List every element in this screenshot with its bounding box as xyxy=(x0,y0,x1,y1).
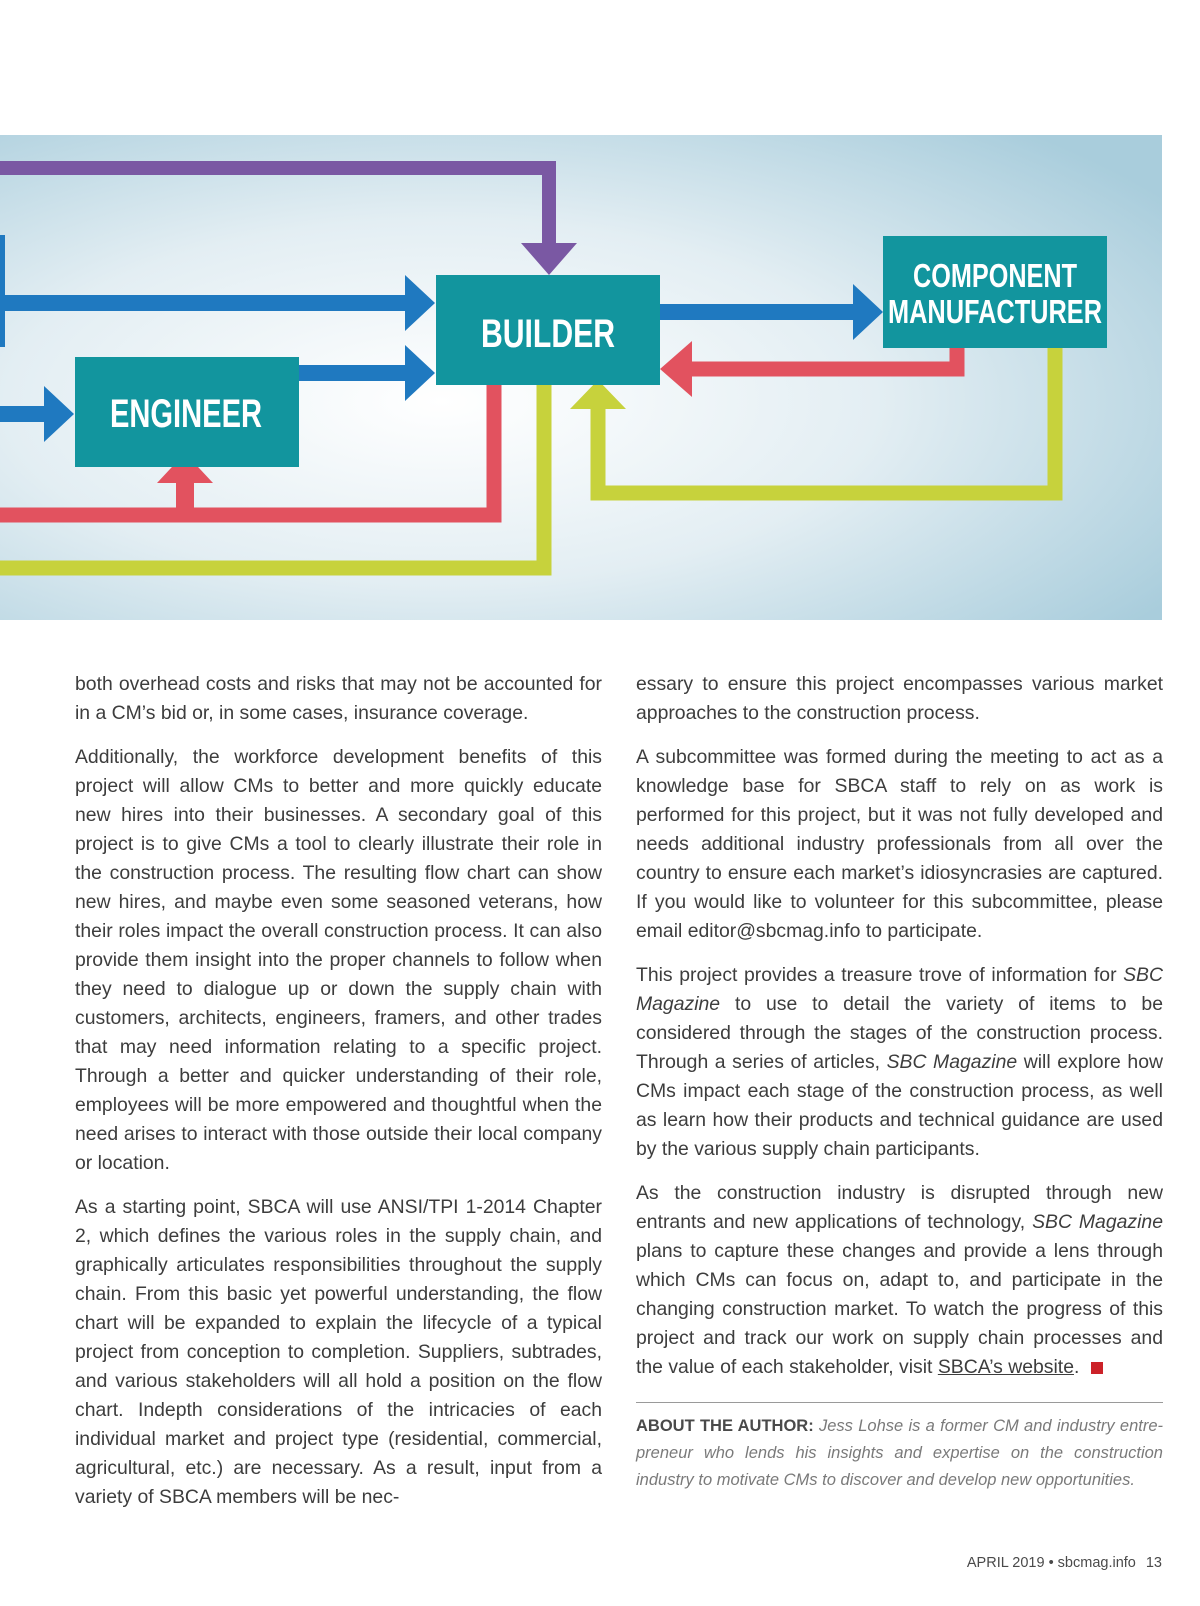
blue-stub xyxy=(0,235,5,347)
author-bio: Jess Lohse is a former CM and industry entrepreneur who lends his insights and expertise on the construction industry to motivate CMs to discover and develop new opportunities. xyxy=(636,1417,1163,1489)
article-right-column xyxy=(636,670,1163,1494)
about-the-author xyxy=(636,1402,1163,1494)
right-paragraph-2: A subcommittee was formed during the meeting to act as a knowledge base for SBCA staff to rely on as work is performed for this project, but it was not fully developed and needs additional industry professionals from all over the country to ensure each market’s idiosyncrasies are captured. If you would like to volunteer for this subcommittee, please email editor@sbcmag.info to participate. xyxy=(636,746,1163,942)
right-paragraph-4: As the construction industry is disrupted through new entrants and new applications of technology, SBC Magazine plans to capture these changes and provide a lens through which CMs can focus on, adapt to, and participate in the changing construction market. To watch the progress of this project and track our work on supply chain processes and the value of each stakeholder, visit SBCA’s website. xyxy=(636,1182,1163,1378)
right-paragraph-1: essary to ensure this project encompasses various market approaches to the construction process. xyxy=(636,673,1163,724)
footer-issue: APRIL 2019 • sbcmag.info xyxy=(966,1555,1136,1571)
sbca-website-link[interactable]: SBCA’s website xyxy=(937,1356,1074,1378)
component-manufacturer-node xyxy=(883,236,1107,348)
left-paragraph-3: As a starting point, SBCA will use ANSI/TPI 1-2014 Chapter 2, which defines the various roles in the supply chain, and graphically articulates responsibilities throughout the supply chain. From this basic yet powerful understanding, the flow chart will be expanded to explain the lifecycle of a typical project from conception to completion. Suppliers, subtrades, and various stakeholders will all hold a position on the flow chart. Indepth considerations of the intricacies of each individual market and project type (residential, commercial, agricultural, etc.) are necessary. As a result, input from a variety of SBCA members will be nec- xyxy=(75,1196,602,1508)
page-number: 13 xyxy=(1145,1555,1162,1571)
supply-chain-flow-diagram xyxy=(0,135,1162,620)
magazine-title: SBC Magazine xyxy=(886,1051,1018,1073)
component-manufacturer-label-line2: MANUFACTURER xyxy=(888,293,1103,330)
builder-node xyxy=(436,275,660,385)
builder-label: BUILDER xyxy=(481,312,616,356)
engineer-label: ENGINEER xyxy=(110,392,263,436)
component-manufacturer-label-line1: COMPONENT xyxy=(913,257,1077,294)
author-label: ABOUT THE AUTHOR: xyxy=(636,1417,814,1435)
page-footer xyxy=(967,1555,1162,1571)
article-left-column xyxy=(75,670,602,1527)
magazine-title: SBC Magazine xyxy=(636,964,1163,1015)
end-of-article-square-icon xyxy=(1091,1362,1103,1374)
right-paragraph-3: This project provides a treasure trove of information for SBC Magazine to use to detail the variety of items to be considered through the stages of the construction process. Through a series of articles, SBC Magazine will explore how CMs impact each stage of the construction process, as well as learn how their products and technical guidance are used by the various supply chain participants. xyxy=(636,964,1163,1160)
left-paragraph-1: both overhead costs and risks that may not be accounted for in a CM’s bid or, in some cases, insurance coverage. xyxy=(75,673,602,724)
left-paragraph-2: Additionally, the workforce development benefits of this project will allow CMs to better and more quickly educate new hires into their businesses. A secondary goal of this project is to give CMs a tool to clearly illustrate their role in the construction process. The resulting flow chart can show new hires, and maybe even some seasoned veterans, how their roles impact the overall construction process. It can also provide them insight into the proper channels to follow when they need to dialogue up or down the supply chain with customers, architects, engineers, framers, and other trades that may need information relating to a specific project. Through a better and quicker understanding of their role, employees will be more empowered and thoughtful when the need arises to interact with those outside their local company or location. xyxy=(75,746,602,1174)
magazine-title: SBC Magazine xyxy=(1032,1211,1163,1233)
engineer-node xyxy=(75,357,299,467)
